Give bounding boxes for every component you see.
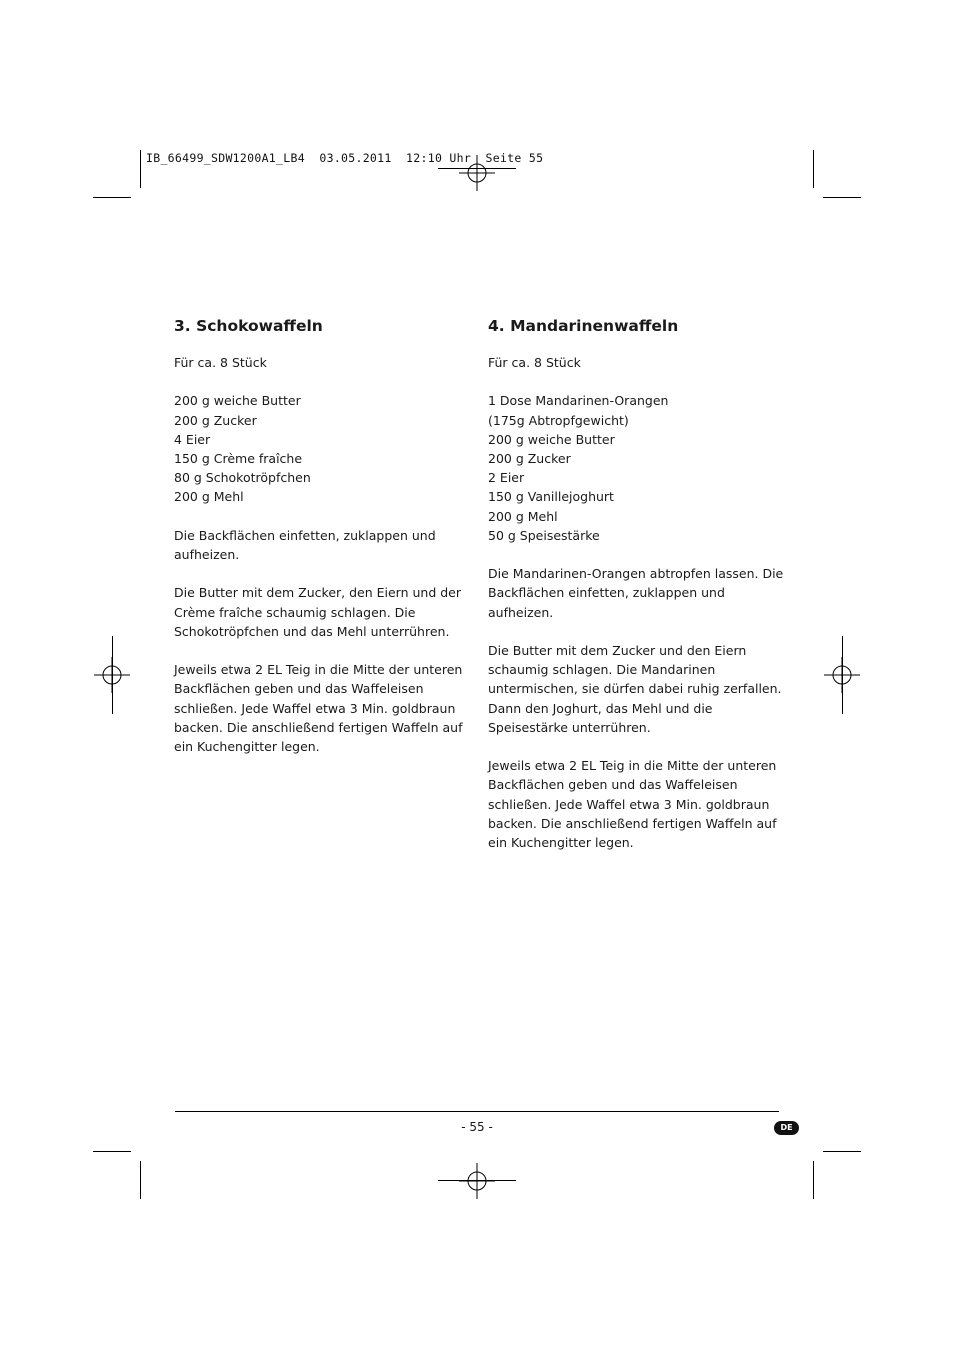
registration-mark-icon (459, 155, 495, 191)
ingredient-item: (175g Abtropfgewicht) (488, 412, 629, 428)
instruction-paragraph: Die Butter mit dem Zucker und den Eiern schaumig schlagen. Die Mandarinen untermischen, sie dürfen dabei ruhig zerfallen. Dann den Joghurt, das Mehl und die Speisestärke unterrühren. (488, 643, 782, 735)
crop-mark (93, 197, 131, 198)
crop-mark (93, 1151, 131, 1152)
instruction-paragraph: Jeweils etwa 2 EL Teig in die Mitte der unteren Backflächen geben und das Waffeleisen schließen. Jede Waffel etwa 3 Min. goldbraun backen. Die anschließend fertigen Waffeln auf ein Kuchengitter legen. (488, 758, 777, 851)
ingredient-item: 200 g Zucker (488, 451, 571, 466)
ingredient-item: 150 g Vanillejoghurt (488, 489, 614, 505)
ingredient-item: 200 g weiche Butter (174, 393, 301, 409)
recipe-yield: Für ca. 8 Stück (174, 355, 267, 370)
footer-rule (175, 1111, 779, 1112)
crop-mark (823, 1151, 861, 1152)
crop-mark (140, 1161, 141, 1199)
instruction-paragraph: Jeweils etwa 2 EL Teig in die Mitte der unteren Backflächen geben und das Waffeleisen schließen. Jede Waffel etwa 3 Min. goldbraun backen. Die anschließend fertigen Waffeln auf ein Kuchengitter legen. (174, 662, 463, 754)
ingredient-item: 80 g Schokotröpfchen (174, 470, 311, 486)
recipe-mandarinenwaffeln (488, 316, 784, 871)
recipe-schokowaffeln (174, 316, 470, 775)
page-number: - 55 - (461, 1120, 493, 1134)
registration-line (112, 636, 113, 714)
crop-mark (813, 150, 814, 188)
instruction-paragraph: Die Mandarinen-Orangen abtropfen lassen. Die Backflächen einfetten, zuklappen und aufheizen. (488, 566, 784, 620)
recipe-title: 3. Schokowaffeln (174, 317, 323, 335)
registration-line (438, 168, 516, 169)
print-slug: IB_66499_SDW1200A1_LB4 03.05.2011 12:10 Uhr Seite 55 (146, 151, 544, 165)
registration-mark-icon (459, 1163, 495, 1199)
ingredient-item: 50 g Speisestärke (488, 527, 600, 543)
ingredient-item: 2 Eier (488, 470, 525, 486)
recipe-yield: Für ca. 8 Stück (488, 355, 581, 370)
ingredient-item: 4 Eier (174, 431, 211, 447)
ingredient-list (488, 391, 784, 545)
crop-mark (823, 197, 861, 198)
ingredient-item: 200 g weiche Butter (488, 431, 615, 447)
recipe-title: 4. Mandarinenwaffeln (488, 317, 679, 335)
crop-mark (140, 150, 141, 188)
ingredient-item: 1 Dose Mandarinen-Orangen (488, 393, 669, 409)
crop-mark (813, 1161, 814, 1199)
ingredient-item: 150 g Crème fraîche (174, 451, 303, 466)
language-badge: DE (774, 1121, 799, 1135)
registration-line (438, 1180, 516, 1181)
ingredient-list (174, 391, 470, 506)
ingredient-item: 200 g Zucker (174, 412, 257, 428)
ingredient-item: 200 g Mehl (174, 489, 244, 505)
instruction-paragraph: Die Butter mit dem Zucker, den Eiern und der Crème fraîche schaumig schlagen. Die Schokotröpfchen und das Mehl unterrühren. (174, 585, 462, 639)
instruction-paragraph: Die Backflächen einfetten, zuklappen und aufheizen. (174, 527, 436, 562)
registration-line (842, 636, 843, 714)
ingredient-item: 200 g Mehl (488, 508, 558, 524)
